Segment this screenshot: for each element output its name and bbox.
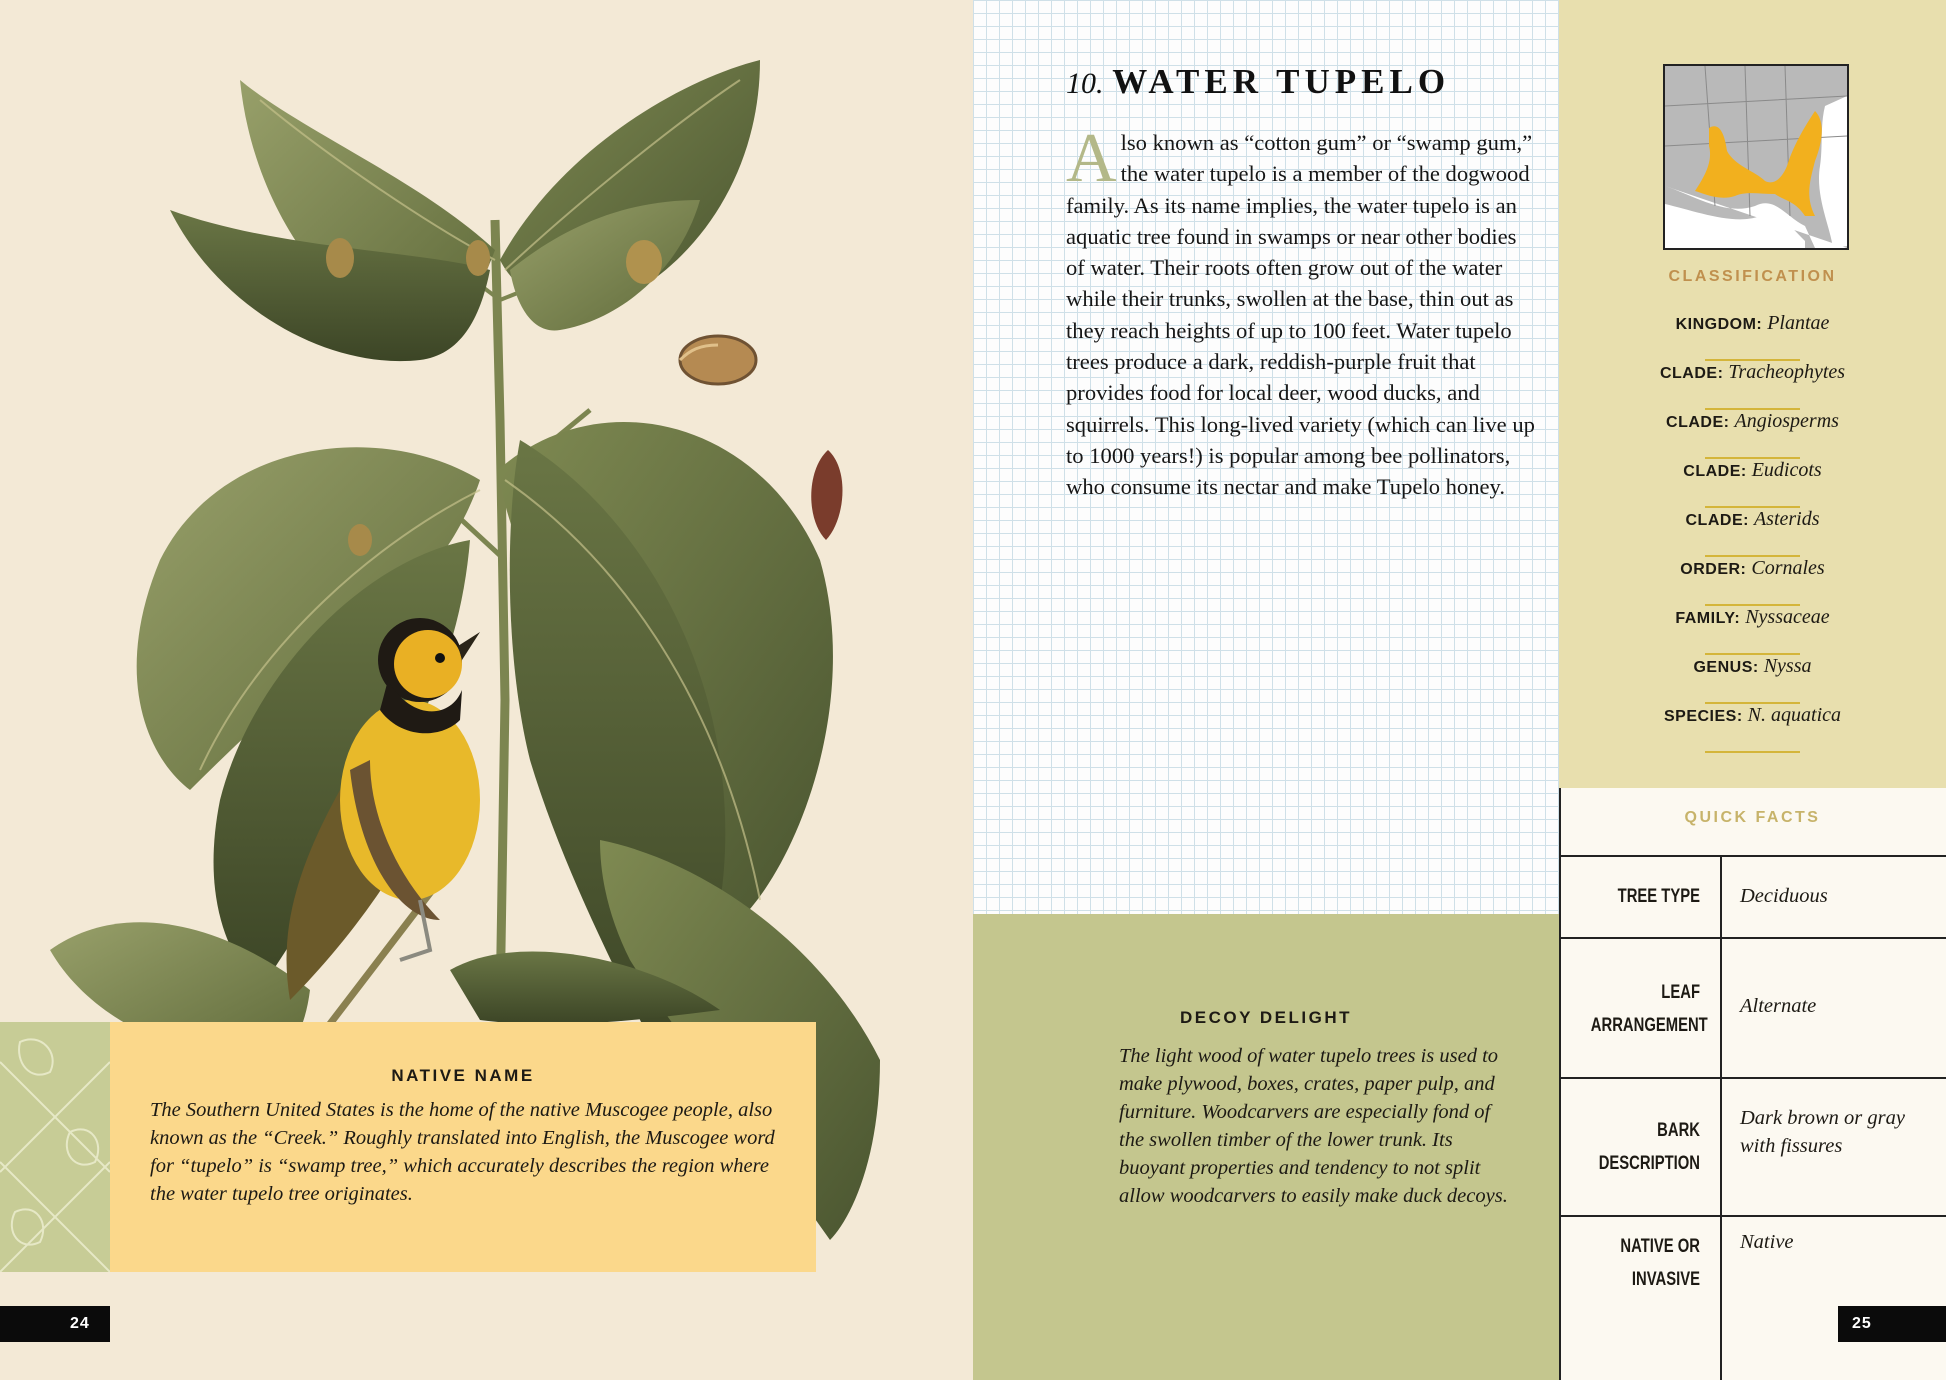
leaf-pattern-decoration (0, 1022, 110, 1272)
classification-row (1559, 312, 1946, 361)
fact-value: Deciduous (1740, 885, 1828, 907)
native-name-text: The Southern United States is the home of the native Muscogee people, also known as the “Creek.” Roughly translated into English, the Muscogee word for “tupelo” is “swamp tree,” which accurately describes the region where the water tupelo tree originates. (150, 1099, 775, 1205)
article-body-text: lso known as “cotton gum” or “swamp gum,” the water tupelo is a member of the dogwood family. As its name implies, the water tupelo is an aquatic tree found in swamps or near other bodies of water. Their roots often grow out of the water while their trunks, swollen at the base, thin out as they reach heights of up to 100 feet. Water tupelo trees produce a dark, reddish-purple fruit that provides food for local deer, wood ducks, and squirrels. This long-lived variety (which can live up to 1000 years!) is popular among bee pollinators, who consume its nectar and make Tupelo honey. (1066, 130, 1535, 500)
divider (1705, 751, 1800, 753)
classification-row (1559, 557, 1946, 606)
article-body (1066, 120, 1536, 503)
divider (1720, 855, 1722, 1380)
decoy-title: DECOY DELIGHT (1180, 1008, 1352, 1027)
classification-value: Nyssa (1763, 655, 1812, 677)
fact-value: Native (1740, 1231, 1794, 1253)
classification-label: CLADE: (1685, 512, 1749, 529)
classification-value: Tracheophytes (1728, 361, 1846, 383)
classification-row (1559, 459, 1946, 508)
entry-title: WATER TUPELO (1112, 62, 1451, 101)
divider (1559, 1077, 1946, 1079)
classification-value: Plantae (1767, 312, 1830, 334)
classification-label: FAMILY: (1675, 610, 1741, 627)
classification-title: CLASSIFICATION (1668, 268, 1837, 285)
classification-value: Angiosperms (1734, 410, 1839, 432)
classification-row (1559, 704, 1946, 753)
classification-row (1559, 606, 1946, 655)
classification-row (1559, 361, 1946, 410)
fact-label: NATIVE OR INVASIVE (1620, 1236, 1700, 1290)
classification-label: SPECIES: (1663, 708, 1743, 725)
divider (1559, 855, 1946, 857)
classification-value: Eudicots (1751, 459, 1822, 481)
page-number-left: 24 (0, 1306, 110, 1342)
classification-value: Nyssaceae (1745, 606, 1830, 628)
decoy-delight-callout (973, 914, 1559, 1380)
fact-label: LEAF ARRANGEMENT (1590, 982, 1708, 1036)
native-name-callout (110, 1022, 816, 1272)
entry-number: 10. (1066, 67, 1104, 100)
page-number-right: 25 (1838, 1306, 1946, 1342)
classification-label: ORDER: (1680, 561, 1747, 578)
classification-value: N. aquatica (1747, 704, 1842, 726)
classification-value: Asterids (1753, 508, 1820, 530)
classification-label: CLADE: (1683, 463, 1747, 480)
classification-row (1559, 508, 1946, 557)
fact-value: Alternate (1740, 995, 1817, 1017)
classification-label: CLADE: (1666, 414, 1730, 431)
classification-row (1559, 655, 1946, 704)
divider (1559, 1215, 1946, 1217)
divider (1559, 937, 1946, 939)
classification-label: GENUS: (1693, 659, 1759, 676)
decoy-text: The light wood of water tupelo trees is used to make plywood, boxes, crates, paper pulp, and furniture. Woodcarvers are especially fond of the swollen timber of the lower trunk. Its buoyant properties and tendency to not split allow woodcarvers to easily make duck decoys. (1119, 1045, 1508, 1207)
fact-label: BARK DESCRIPTION (1598, 1120, 1700, 1174)
quick-facts-title: QUICK FACTS (1684, 809, 1821, 826)
native-name-title: NATIVE NAME (391, 1066, 535, 1085)
fact-label: TREE TYPE (1617, 886, 1700, 907)
drop-cap: A (1066, 120, 1117, 197)
classification-label: KINGDOM: (1675, 316, 1763, 333)
classification-label: CLADE: (1659, 365, 1724, 382)
fact-value: Dark brown or gray with fissures (1740, 1107, 1905, 1157)
range-map (1663, 64, 1849, 250)
page-title (1066, 62, 1546, 102)
classification-row (1559, 410, 1946, 459)
classification-value: Cornales (1751, 557, 1825, 579)
